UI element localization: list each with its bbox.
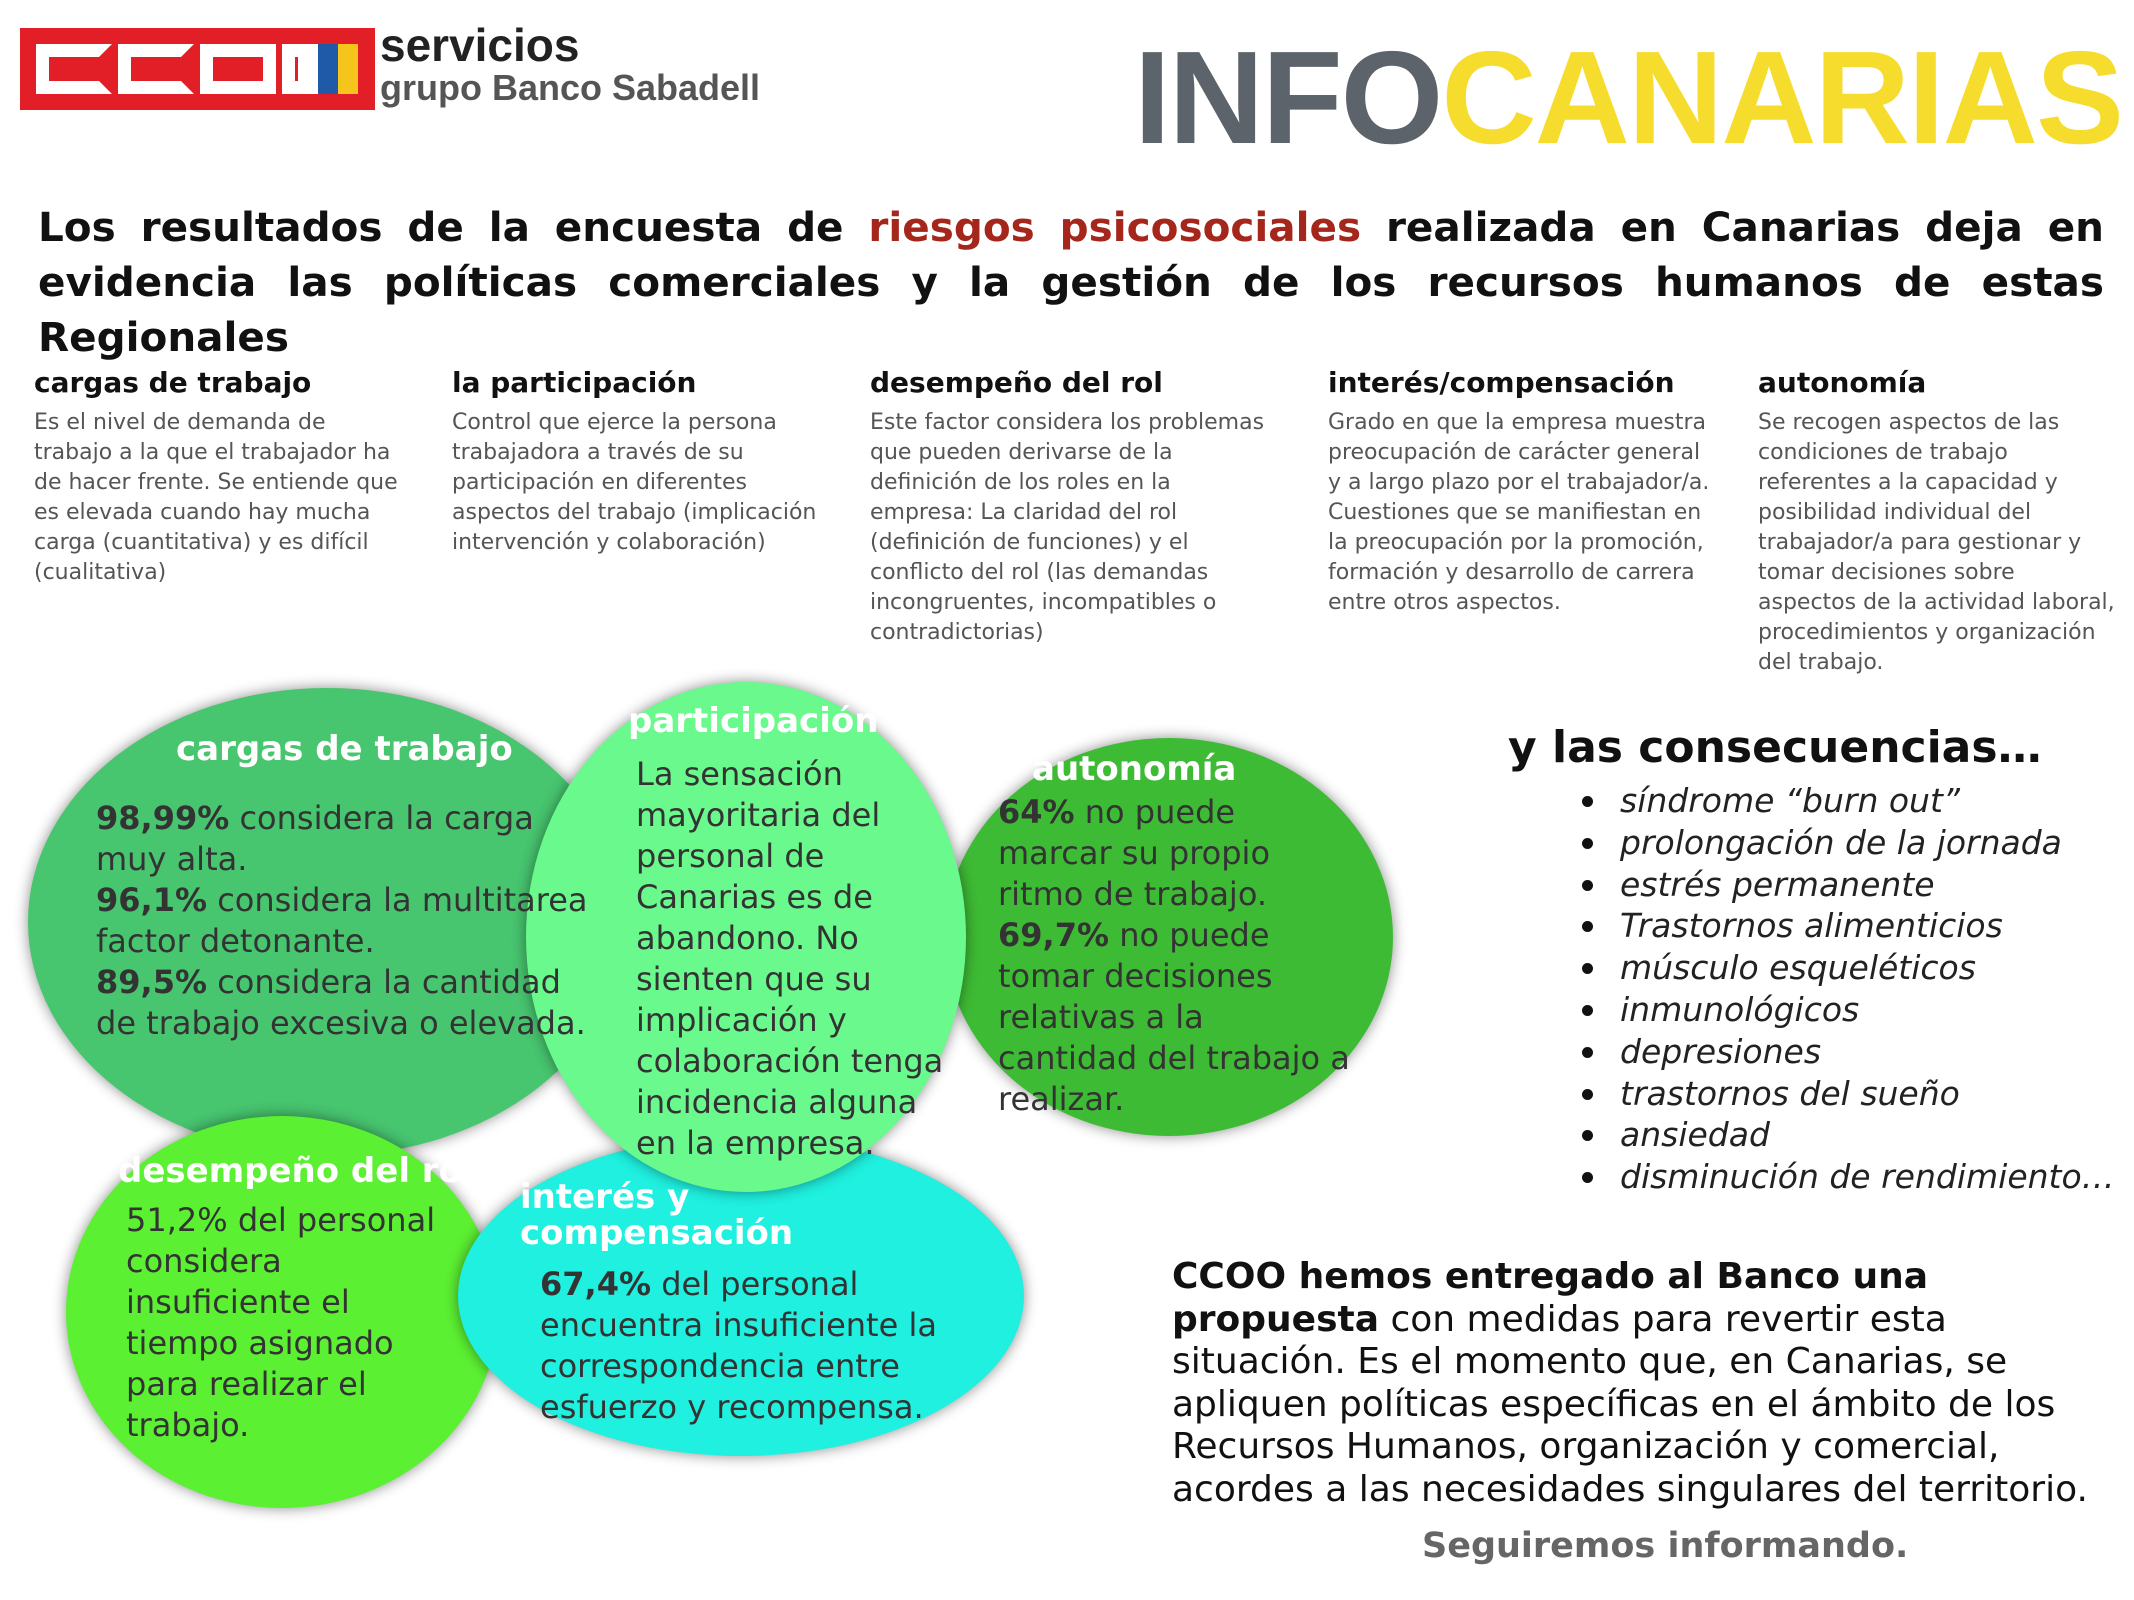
brand-line-1: servicios	[380, 19, 580, 71]
closing-text: con medidas para revertir esta situación. Es el momento que, en Canarias, se apliquen políticas específicas en el ámbito de los Recursos Humanos, organización y comercial, acordes a las necesidades singulares del territorio.	[1172, 1298, 2088, 1510]
list-item: inmunológicos	[1568, 989, 2115, 1031]
bubble-participacion-text: La sensación mayoritaria del personal de Canarias es de abandono. No sienten que su implicación y colaboración tenga incidencia alguna en la empresa.	[636, 755, 944, 1162]
stat-item: 89,5% considera la cantidad de trabajo excesiva o elevada.	[96, 963, 586, 1042]
bubble-interes-title-2: compensación	[520, 1213, 794, 1253]
definition-interes	[1328, 366, 1718, 618]
definition-text: Este factor considera los problemas que pueden derivarse de la definición de los roles en la empresa: La claridad del rol (definición de funciones) y el conflicto del rol (las demandas incongruentes, incompatibles o contradictorias)	[870, 410, 1265, 645]
bubble-autonomia-title: autonomía	[1032, 749, 1237, 789]
stat-item: 69,7% no puede tomar decisiones relativas a la cantidad del trabajo a realizar.	[998, 916, 1350, 1118]
headline-post: realizada en Canarias deja en evidencia las políticas comerciales y la gestión de los recursos humanos de estas Regionales	[38, 203, 2104, 361]
list-item: estrés permanente	[1568, 864, 2115, 906]
list-item: prolongación de la jornada	[1568, 822, 2115, 864]
list-item: depresiones	[1568, 1031, 2115, 1073]
definition-text: Se recogen aspectos de las condiciones de trabajo referentes a la capacidad y posibilidad individual del trabajador/a para gestionar y tomar decisiones sobre aspectos de la actividad laboral, procedimientos y organización del trabajo.	[1758, 410, 2115, 675]
headline-highlight: riesgos psicosociales	[868, 203, 1362, 251]
definition-title: interés/compensación	[1328, 366, 1675, 399]
bubble-participacion-title: participación	[628, 701, 879, 741]
definition-title: la participación	[452, 366, 697, 399]
consequences-title: y las consecuencias…	[1508, 722, 2042, 773]
definition-title: autonomía	[1758, 366, 1927, 399]
canarias-flag-icon	[298, 44, 358, 94]
closing-bold: CCOO hemos entregado al Banco una propuesta	[1172, 1256, 1929, 1340]
definition-participacion	[452, 366, 832, 558]
bubble-cargas-title: cargas de trabajo	[176, 729, 513, 769]
headline	[38, 200, 2104, 365]
stat-item: 96,1% considera la multitarea factor detonante.	[96, 881, 588, 960]
closing-statement	[1172, 1256, 2122, 1511]
consequences-list	[1568, 780, 2115, 1198]
bubble-interes-title-1: interés y	[520, 1177, 690, 1217]
bubble-interes-text: 67,4% del personal encuentra insuficiente la correspondencia entre esfuerzo y recompensa.	[540, 1265, 937, 1426]
title-part-canarias: CANARIAS	[1441, 24, 2122, 171]
bubble-autonomia-text	[998, 792, 1350, 1120]
list-item: Trastornos alimenticios	[1568, 905, 2115, 947]
bubble-desempeno-title: desempeño del rol	[118, 1151, 474, 1191]
definition-text: Control que ejerce la persona trabajadora a través de su participación en diferentes aspectos del trabajo (implicación intervención y colaboración)	[452, 410, 817, 555]
definition-autonomia	[1758, 366, 2118, 678]
footer-note: Seguiremos informando.	[1422, 1526, 1909, 1566]
title-part-info: INFO	[1134, 24, 1442, 171]
list-item: músculo esqueléticos	[1568, 947, 2115, 989]
definition-cargas	[34, 366, 404, 588]
page-title	[1134, 24, 2122, 171]
stat-item: 98,99% considera la carga muy alta.	[96, 799, 534, 878]
definition-title: cargas de trabajo	[34, 366, 312, 399]
definition-title: desempeño del rol	[870, 366, 1163, 399]
stat-item: 64% no puede marcar su propio ritmo de trabajo.	[998, 793, 1271, 913]
list-item: disminución de rendimiento…	[1568, 1156, 2115, 1198]
bubble-cargas-text	[96, 798, 596, 1044]
brand-line-2: grupo Banco Sabadell	[380, 67, 761, 108]
list-item: síndrome “burn out”	[1568, 780, 2115, 822]
definition-text: Grado en que la empresa muestra preocupación de carácter general y a largo plazo por el trabajador/a. Cuestiones que se manifiestan en la preocupación por la promoción, formación y desarrollo de carrera entre otros aspectos.	[1328, 410, 1710, 615]
list-item: ansiedad	[1568, 1114, 2115, 1156]
definition-desempeno	[870, 366, 1270, 648]
bubble-desempeno-text: 51,2% del personal considera insuficiente el tiempo asignado para realizar el trabajo.	[126, 1201, 436, 1444]
headline-pre: Los resultados de la encuesta de	[38, 203, 869, 251]
definition-text: Es el nivel de demanda de trabajo a la que el trabajador ha de hacer frente. Se entiende que es elevada cuando hay mucha carga (cuantitativa) y es difícil (cualitativa)	[34, 410, 398, 585]
list-item: trastornos del sueño	[1568, 1073, 2115, 1115]
